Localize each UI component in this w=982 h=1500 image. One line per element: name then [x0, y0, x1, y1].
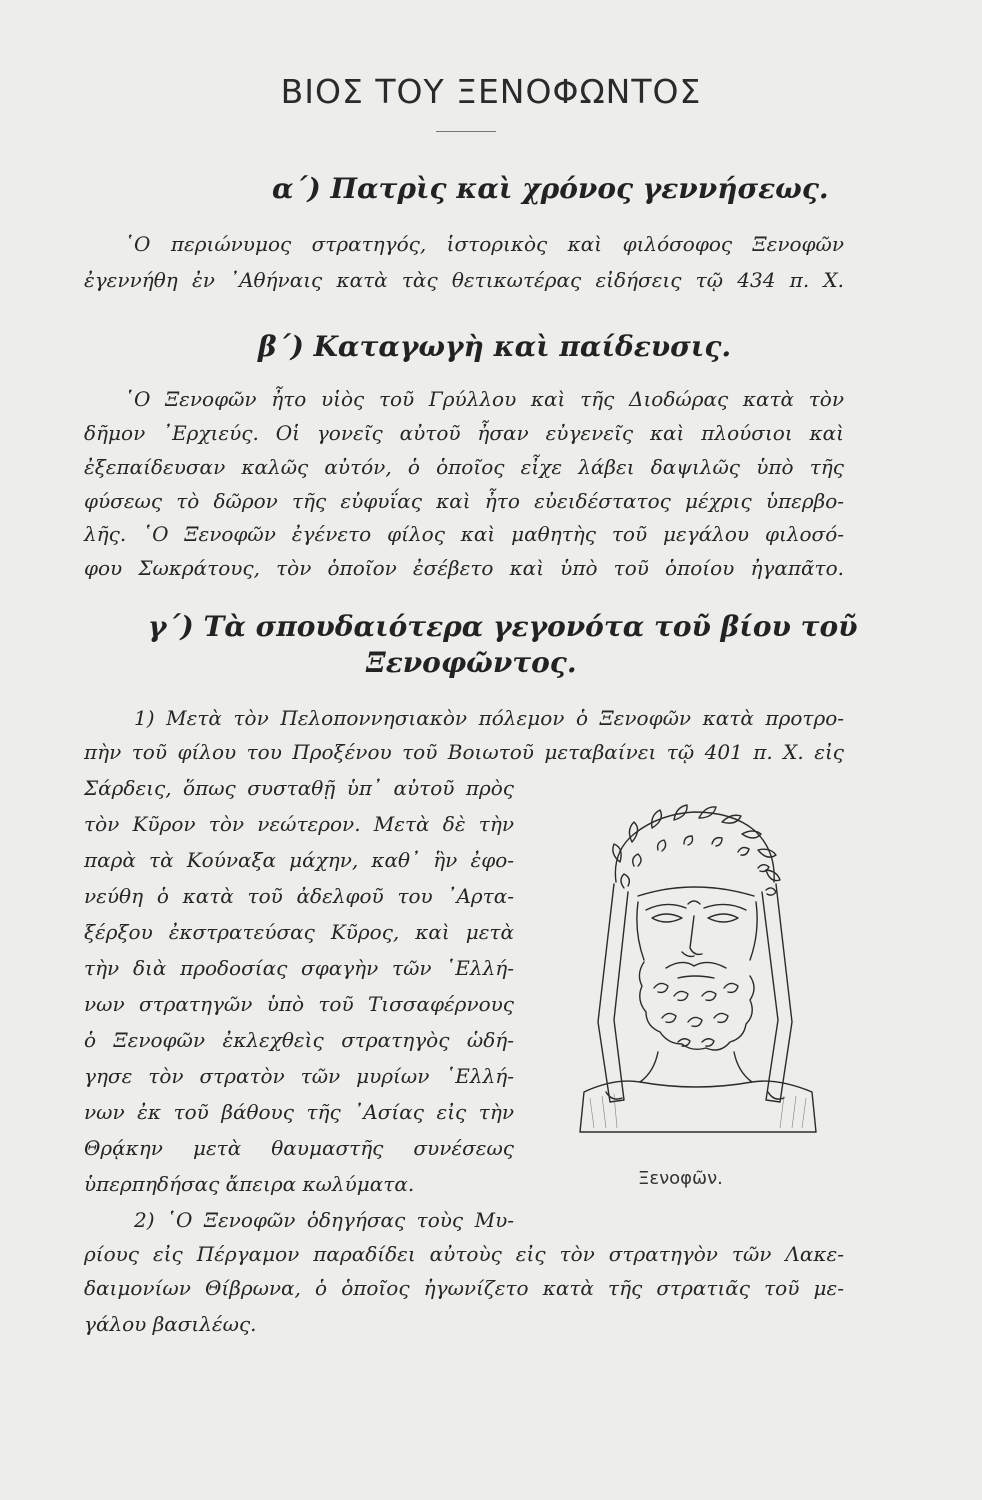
title-divider [436, 131, 496, 132]
text-line: δῆμον ᾿Ερχιεύς. Οἱ γονεῖς αὐτοῦ ἦσαν εὐγενεῖς καὶ πλούσιοι καὶ [84, 421, 844, 445]
section-heading-birth: α΄) Πατρὶς καὶ χρόνος γεννήσεως. [272, 172, 829, 205]
text-line: ἐγεννήθη ἐν ᾿Αθήναις κατὰ τὰς θετικωτέρας εἰδήσεις τῷ 434 π. Χ. [84, 268, 844, 292]
section-heading-events: γ΄) Τὰ σπουδαιότερα γεγονότα τοῦ βίου τοῦ [148, 610, 858, 643]
text-line: Σάρδεις, ὅπως συσταθῇ ὑπ᾿ αὐτοῦ πρὸς [84, 776, 514, 800]
text-line: νων στρατηγῶν ὑπὸ τοῦ Τισσαφέρνους [84, 992, 514, 1016]
text-line: νων ἐκ τοῦ βάθους τῆς ᾿Ασίας εἰς τὴν [84, 1100, 514, 1124]
text-line: νεύθη ὁ κατὰ τοῦ ἀδελφοῦ του ᾿Αρτα- [84, 884, 514, 908]
text-line: παρὰ τὰ Κούναξα μάχην, καθ᾿ ἣν ἐφο- [84, 848, 514, 872]
text-line: φύσεως τὸ δῶρον τῆς εὐφυΐας καὶ ἦτο εὐειδέστατος μέχρις ὑπερβο- [84, 489, 844, 513]
text-line: ἐξεπαίδευσαν καλῶς αὐτόν, ὁ ὁποῖος εἶχε λάβει δαψιλῶς ὑπὸ τῆς [84, 455, 844, 479]
text-line: τὴν διὰ προδοσίας σφαγὴν τῶν ῾Ελλή- [84, 956, 514, 980]
text-line: λῆς. ῾Ο Ξενοφῶν ἐγένετο φίλος καὶ μαθητὴς τοῦ μεγάλου φιλοσό- [84, 522, 844, 546]
text-line: ὁ Ξενοφῶν ἐκλεχθεὶς στρατηγὸς ὡδή- [84, 1028, 514, 1052]
section-heading-origin: β΄) Καταγωγὴ καὶ παίδευσις. [258, 330, 732, 363]
text-line: δαιμονίων Θίβρωνα, ὁ ὁποῖος ἠγωνίζετο κατὰ τῆς στρατιᾶς τοῦ με- [84, 1276, 844, 1300]
text-line: γάλου βασιλέως. [84, 1312, 257, 1336]
text-line: ξέρξου ἐκστρατεύσας Κῦρος, καὶ μετὰ [84, 920, 514, 944]
page-title: ΒΙΟΣ ΤΟΥ ΞΕΝΟΦΩΝΤΟΣ [280, 72, 702, 111]
text-line: 2) ῾Ο Ξενοφῶν ὁδηγήσας τοὺς Μυ- [134, 1208, 514, 1232]
figure-caption: Ξενοφῶν. [638, 1168, 723, 1189]
text-line: πὴν τοῦ φίλου του Προξένου τοῦ Βοιωτοῦ μεταβαίνει τῷ 401 π. Χ. εἰς [84, 740, 844, 764]
text-line: ῾Ο περιώνυμος στρατηγός, ἱστορικὸς καὶ φιλόσοφος Ξενοφῶν [124, 232, 844, 256]
text-line: ῾Ο Ξενοφῶν ἦτο υἱὸς τοῦ Γρύλλου καὶ τῆς Διοδώρας κατὰ τὸν [124, 387, 844, 411]
xenophon-bust-illustration [554, 792, 854, 1137]
section-heading-events-cont: Ξενοφῶντος. [366, 646, 577, 679]
text-line: ρίους εἰς Πέργαμον παραδίδει αὐτοὺς εἰς τὸν στρατηγὸν τῶν Λακε- [84, 1242, 844, 1266]
text-line: φου Σωκράτους, τὸν ὁποῖον ἐσέβετο καὶ ὑπὸ τοῦ ὁποίου ἠγαπᾶτο. [84, 556, 844, 580]
text-line: Θρᾴκην μετὰ θαυμαστῆς συνέσεως [84, 1136, 514, 1160]
text-line: τὸν Κῦρον τὸν νεώτερον. Μετὰ δὲ τὴν [84, 812, 514, 836]
text-line: 1) Μετὰ τὸν Πελοποννησιακὸν πόλεμον ὁ Ξενοφῶν κατὰ προτρο- [134, 706, 844, 730]
text-line: ὑπερπηδήσας ἄπειρα κωλύματα. [84, 1172, 415, 1196]
text-line: γησε τὸν στρατὸν τῶν μυρίων ῾Ελλή- [84, 1064, 514, 1088]
